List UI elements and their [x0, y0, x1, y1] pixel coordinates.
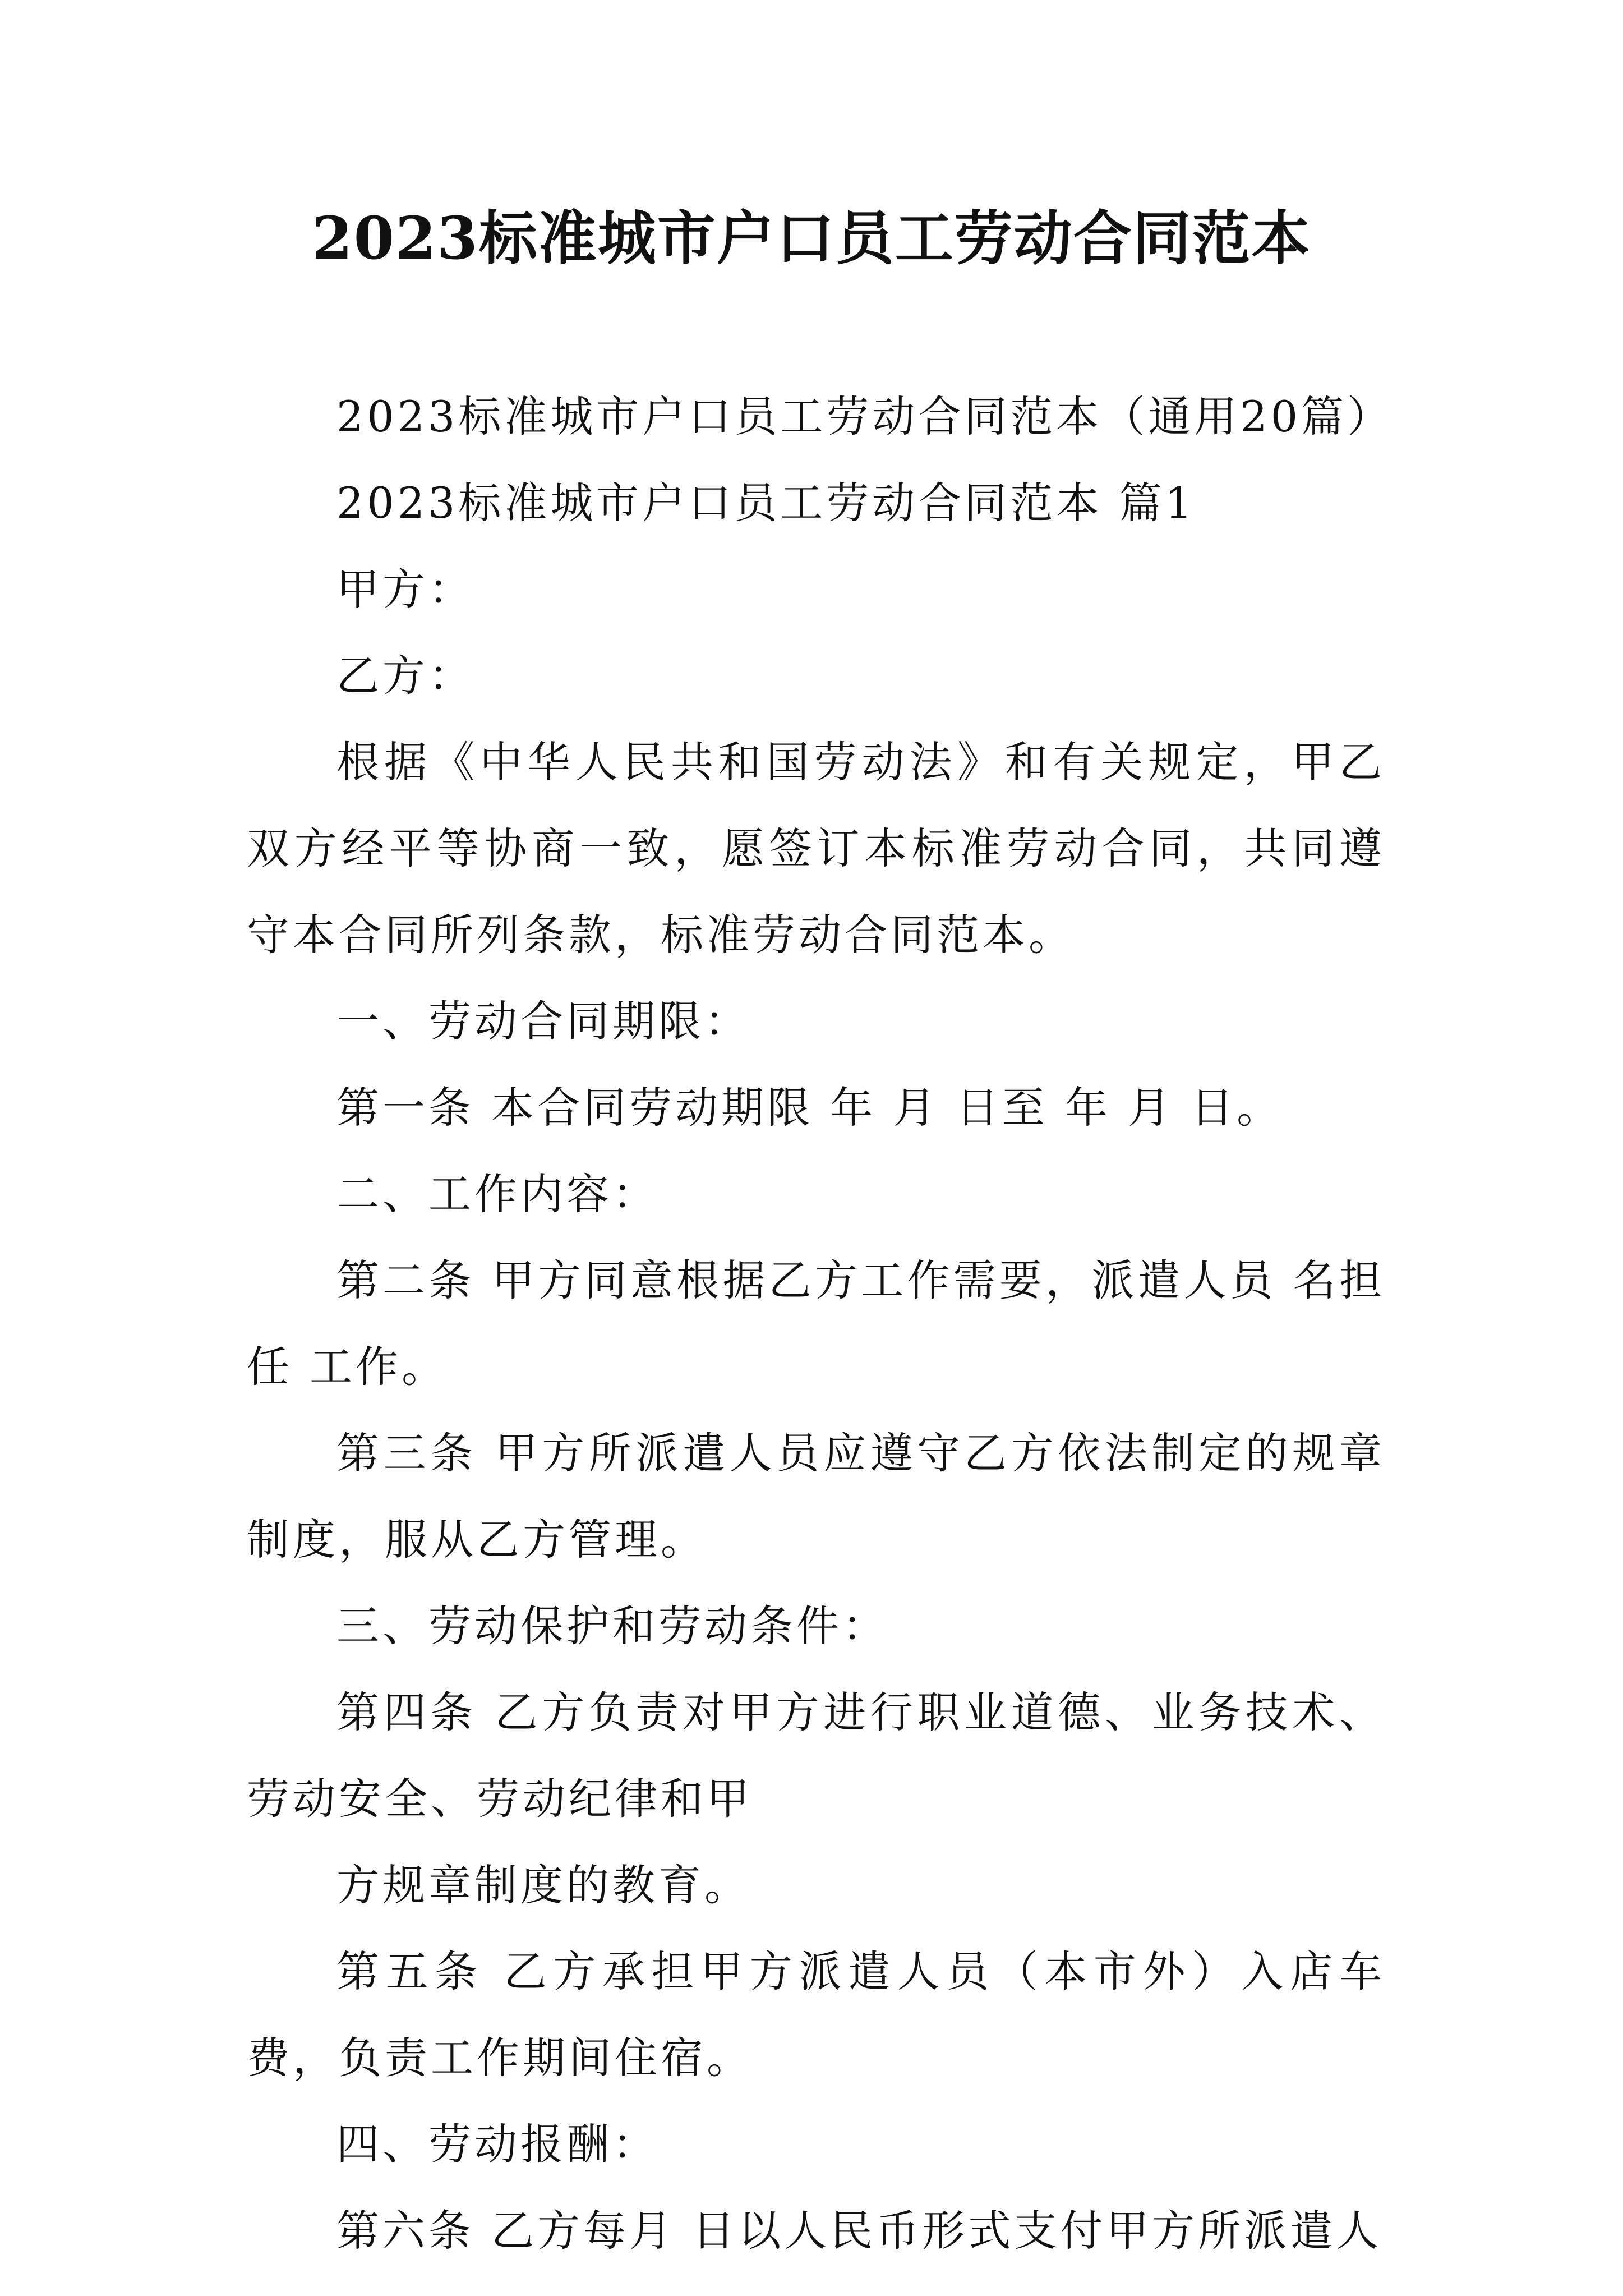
paragraph-article-4-cont: 方规章制度的教育。: [336, 1860, 750, 1910]
paragraph-section-heading: 2023标准城市户口员工劳动合同范本 篇1: [336, 478, 1196, 528]
document-body: [247, 374, 1394, 2274]
document-title: 2023标准城市户口员工劳动合同范本: [312, 204, 1311, 273]
paragraph-article-5: 第五条 乙方承担甲方派遣人员（本市外）入店车费，负责工作期间住宿。: [247, 1947, 1385, 2083]
paragraph-article-4: 第四条 乙方负责对甲方进行职业道德、业务技术、劳动安全、劳动纪律和甲: [247, 1687, 1385, 1824]
paragraph-preamble: 根据《中华人民共和国劳动法》和有关规定，甲乙双方经平等协商一致，愿签订本标准劳动合同，共同遵守本合同所列条款，标准劳动合同范本。: [247, 737, 1385, 960]
paragraph-article-6: 第六条 乙方每月 日以人民币形式支付甲方所派遣人: [336, 2206, 1382, 2256]
paragraph-party-a: 甲方：: [336, 564, 474, 614]
paragraph-party-b: 乙方：: [336, 651, 474, 701]
paragraph-subtitle: 2023标准城市户口员工劳动合同范本（通用20篇）: [336, 392, 1394, 441]
paragraph-heading-pay: 四、劳动报酬：: [336, 2119, 658, 2169]
paragraph-article-3: 第三条 甲方所派遣人员应遵守乙方依法制定的规章制度，服从乙方管理。: [247, 1428, 1385, 1565]
paragraph-article-2: 第二条 甲方同意根据乙方工作需要，派遣人员 名担任 工作。: [247, 1255, 1385, 1392]
paragraph-article-1: 第一条 本合同劳动期限 年 月 日至 年 月 日。: [336, 1083, 1283, 1133]
paragraph-heading-term: 一、劳动合同期限：: [336, 996, 750, 1046]
paragraph-heading-protection: 三、劳动保护和劳动条件：: [336, 1601, 888, 1651]
paragraph-heading-content: 二、工作内容：: [336, 1169, 658, 1219]
